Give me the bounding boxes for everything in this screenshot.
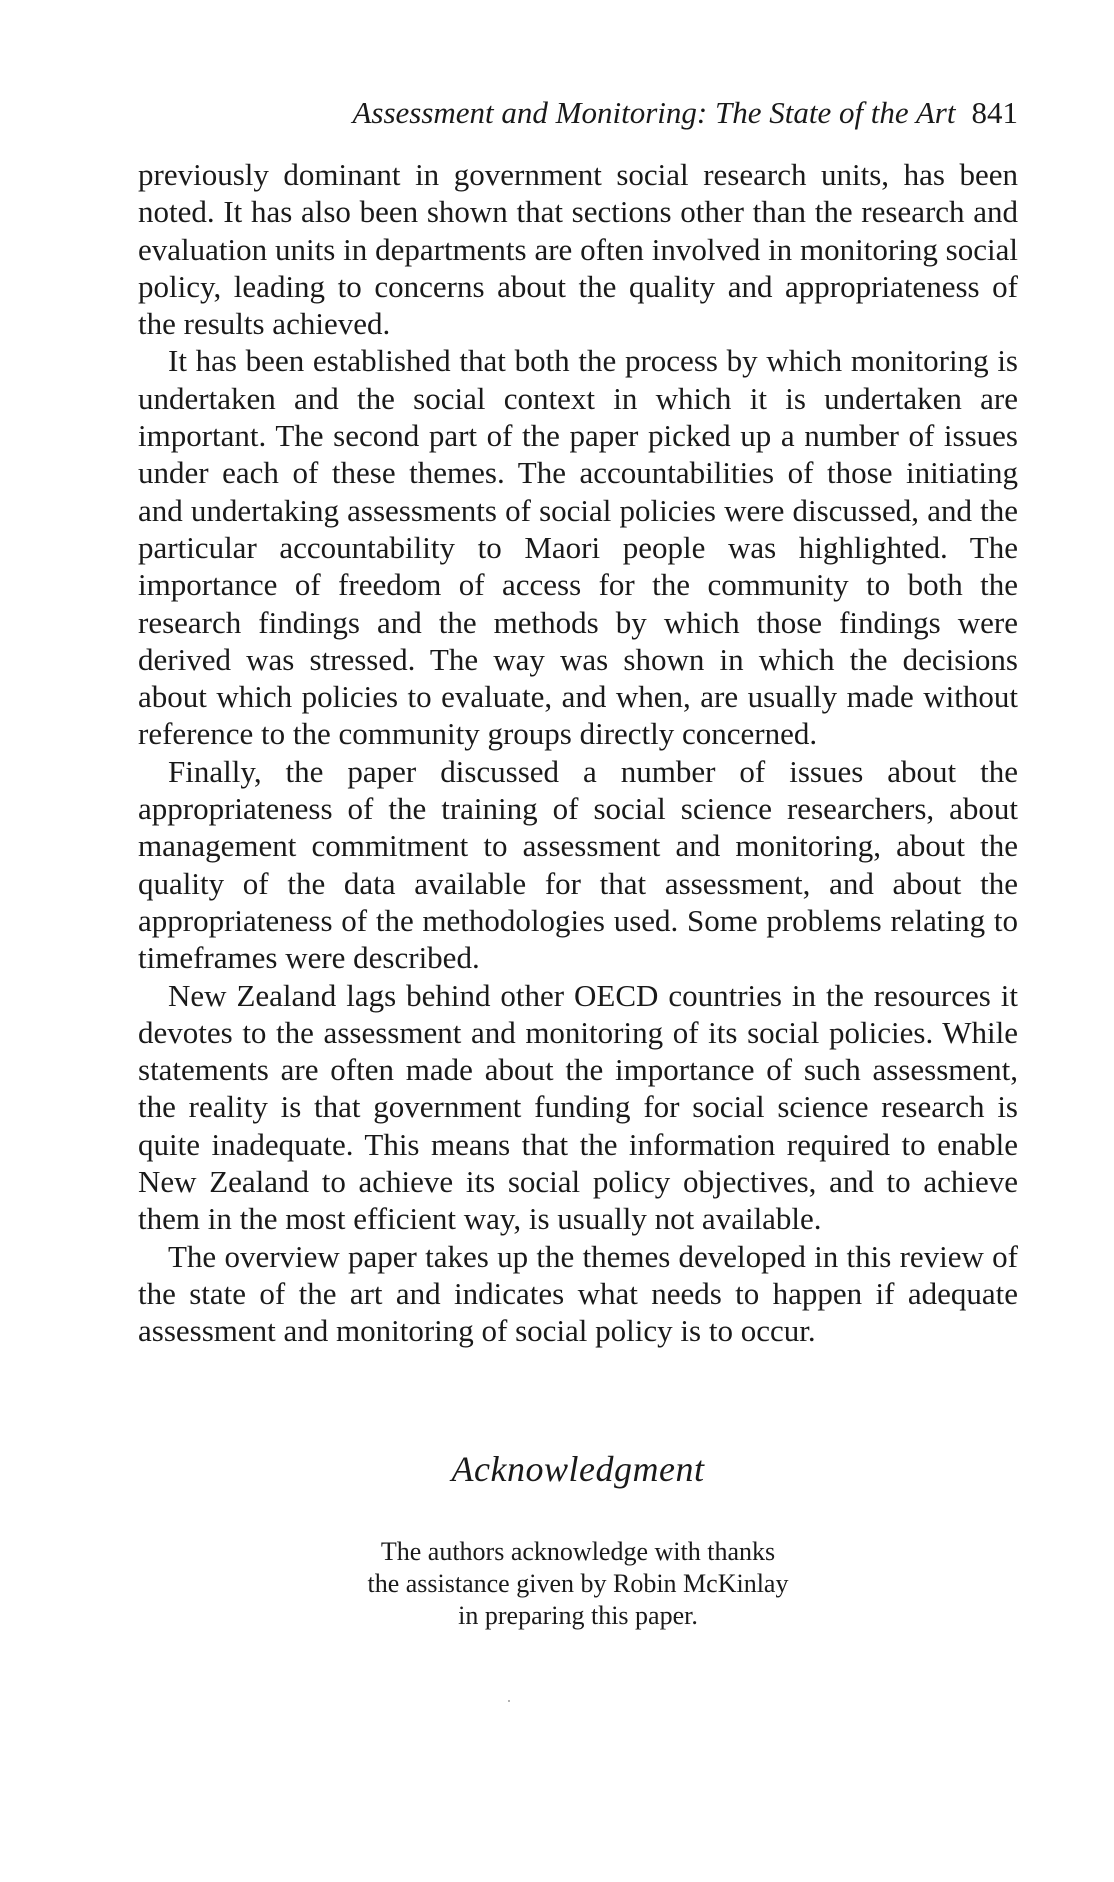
running-head: [138, 94, 1018, 132]
paragraph-process-context: It has been established that both the process by which monitoring is undertaken and the social context in which it is undertaken are important. The second part of the paper picked up a number of issues under each of these themes. The accountabilities of those initiating and undertaking assessments of social policies were discussed, and the particular accountability to Maori people was highlighted. The importance of freedom of access for the community to both the research findings and the methods by which those findings were derived was stressed. The way was shown in which the decisions about which policies to evaluate, and when, are usually made without reference to the community groups directly concerned.: [138, 343, 1018, 752]
running-head-title: Assessment and Monitoring: The State of the Art: [352, 95, 956, 130]
acknowledgment-heading: Acknowledgment: [451, 1449, 705, 1489]
body-text: [138, 156, 1018, 1350]
paragraph-continuation: previously dominant in government social research units, has been noted. It has also been shown that sections other than the research and evaluation units in departments are often involved in monitoring social policy, leading to concerns about the quality and appropriateness of the results achieved.: [138, 157, 1018, 342]
paragraph-training-issues: Finally, the paper discussed a number of issues about the appropriateness of the training of social science researchers, about management commitment to assessment and monitoring, about the quality of the data available for that assessment, and about the appropriateness of the methodologies used. Some problems relating to timeframes were described.: [138, 753, 1018, 976]
paragraph-overview: The overview paper takes up the themes developed in this review of the state of the art and indicates what needs to happen if adequate assessment and monitoring of social policy is to occur.: [138, 1238, 1018, 1349]
acknowledgment-line: The authors acknowledge with thanks: [380, 1537, 776, 1566]
print-speck: [508, 1700, 510, 1702]
acknowledgment-line: the assistance given by Robin McKinlay: [367, 1569, 789, 1598]
acknowledgment-text: [138, 1536, 1018, 1632]
paragraph-new-zealand-resources: New Zealand lags behind other OECD countries in the resources it devotes to the assessment and monitoring of its social policies. While statements are often made about the importance of such assessment, the reality is that government funding for social science research is quite inadequate. This means that the information required to enable New Zealand to achieve its social policy objectives, and to achieve them in the most efficient way, is usually not available.: [138, 977, 1018, 1237]
page-number: 841: [971, 95, 1018, 130]
acknowledgment-line: in preparing this paper.: [458, 1601, 698, 1630]
